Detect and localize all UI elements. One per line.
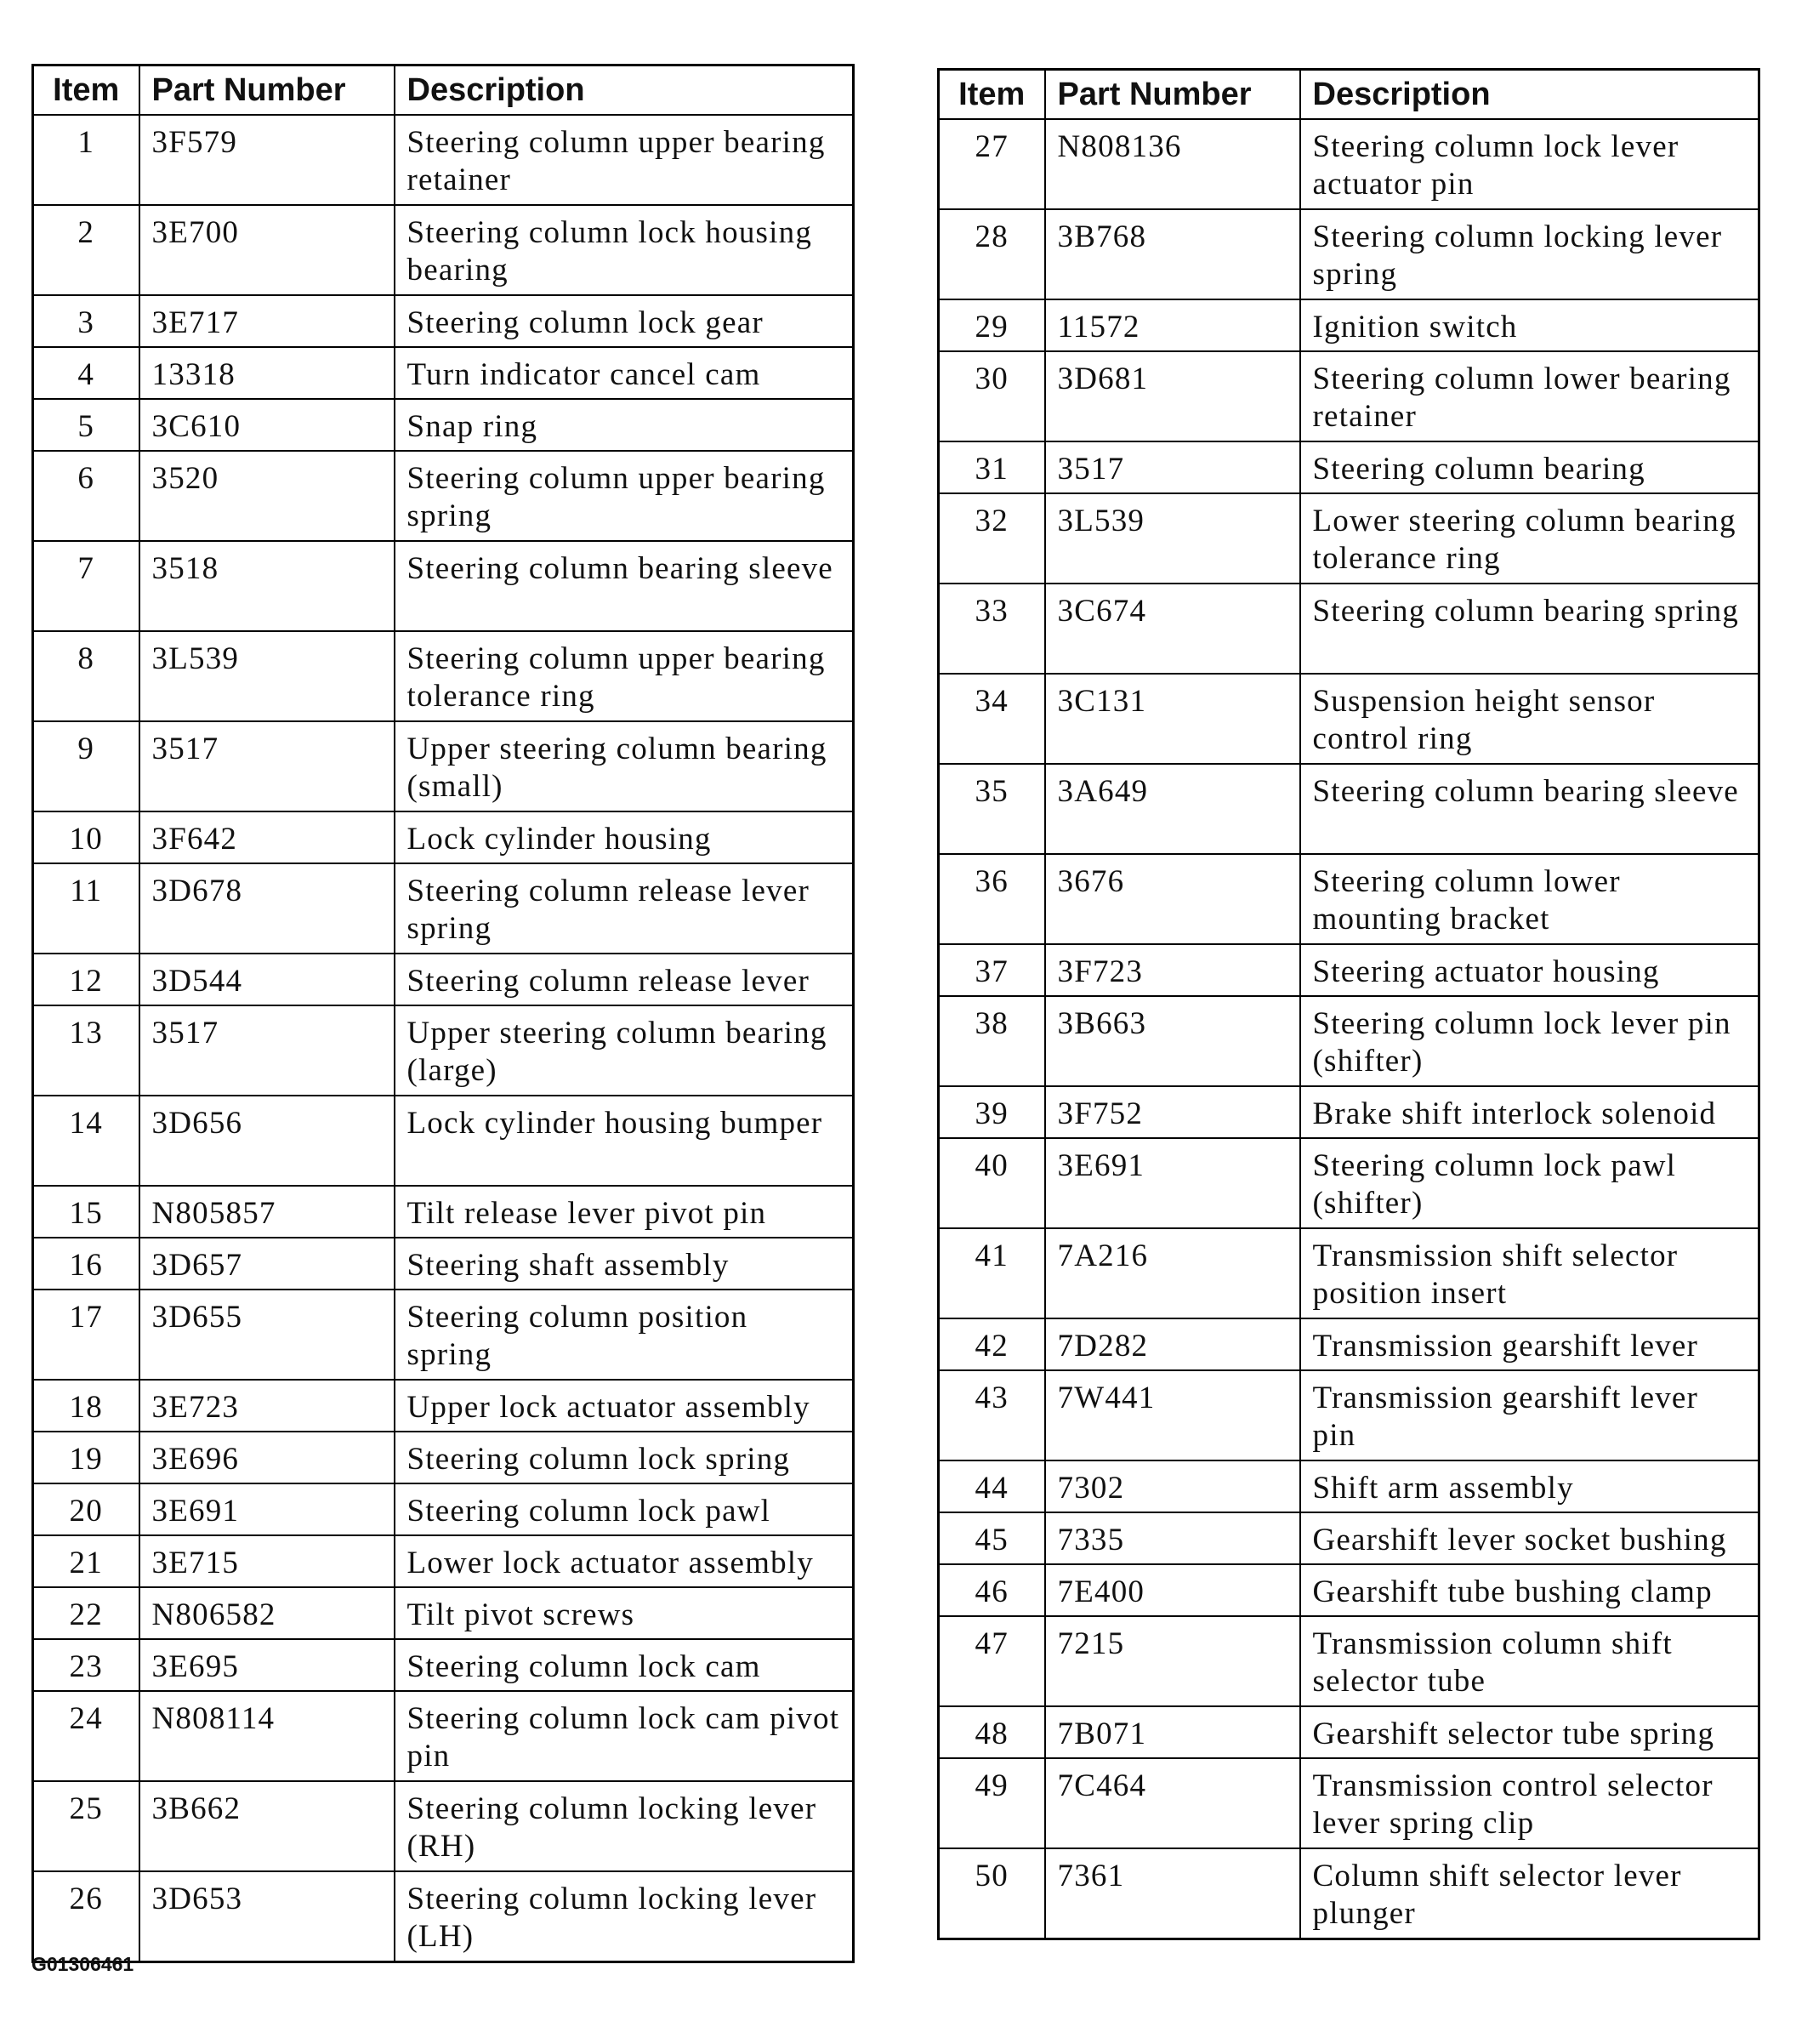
- part-number: 3E695: [139, 1639, 395, 1691]
- part-number: 3C131: [1045, 674, 1300, 764]
- item-number: 49: [939, 1758, 1045, 1848]
- part-number: 3E696: [139, 1432, 395, 1483]
- item-number: 15: [33, 1186, 139, 1238]
- table-row: [939, 493, 1759, 584]
- header-row: [33, 65, 854, 116]
- part-description: Transmission gearshift lever: [1300, 1318, 1759, 1370]
- part-description: Transmission gearshift lever pin: [1300, 1370, 1759, 1460]
- part-description: Upper steering column bearing (small): [395, 721, 854, 811]
- item-number: 26: [33, 1871, 139, 1962]
- table-row: [33, 347, 854, 399]
- table-row: [939, 1512, 1759, 1564]
- part-number: 7D282: [1045, 1318, 1300, 1370]
- table-row: [939, 854, 1759, 944]
- item-number: 30: [939, 351, 1045, 441]
- part-number: 3D653: [139, 1871, 395, 1962]
- table-row: [33, 451, 854, 541]
- item-number: 14: [33, 1096, 139, 1186]
- item-number: 34: [939, 674, 1045, 764]
- table-row: [33, 399, 854, 451]
- table-row: [939, 1758, 1759, 1848]
- item-number: 13: [33, 1005, 139, 1096]
- table-row: [939, 1370, 1759, 1460]
- figure-code: G01306461: [31, 1953, 134, 1975]
- table-row: [33, 954, 854, 1005]
- part-number: 3517: [1045, 441, 1300, 493]
- item-number: 46: [939, 1564, 1045, 1616]
- part-number: 7361: [1045, 1848, 1300, 1939]
- table-row: [939, 119, 1759, 209]
- item-number: 9: [33, 721, 139, 811]
- item-number: 11: [33, 863, 139, 954]
- part-description: Steering column lock cam pivot pin: [395, 1691, 854, 1781]
- item-number: 29: [939, 299, 1045, 351]
- table-row: [939, 584, 1759, 674]
- table-row: [939, 1138, 1759, 1228]
- part-description: Tilt release lever pivot pin: [395, 1186, 854, 1238]
- part-number: N806582: [139, 1587, 395, 1639]
- part-number: 3518: [139, 541, 395, 631]
- header-row: [939, 70, 1759, 120]
- table-row: [33, 721, 854, 811]
- table-row: [33, 1691, 854, 1781]
- table-row: [33, 1781, 854, 1871]
- table-row: [33, 1432, 854, 1483]
- item-number: 27: [939, 119, 1045, 209]
- part-number: 3B663: [1045, 996, 1300, 1086]
- part-description: Lock cylinder housing: [395, 811, 854, 863]
- item-number: 28: [939, 209, 1045, 299]
- part-number: 3F723: [1045, 944, 1300, 996]
- part-number: 3C674: [1045, 584, 1300, 674]
- item-number: 20: [33, 1483, 139, 1535]
- part-number: 3E717: [139, 295, 395, 347]
- table-row: [33, 1096, 854, 1186]
- part-description: Ignition switch: [1300, 299, 1759, 351]
- table-row: [33, 1005, 854, 1096]
- part-description: Steering shaft assembly: [395, 1238, 854, 1290]
- part-number: 3517: [139, 1005, 395, 1096]
- item-number: 1: [33, 115, 139, 205]
- part-number: 3E700: [139, 205, 395, 295]
- part-description: Steering column lower bearing retainer: [1300, 351, 1759, 441]
- part-description: Steering column lock gear: [395, 295, 854, 347]
- item-number: 22: [33, 1587, 139, 1639]
- part-number: 3E723: [139, 1380, 395, 1432]
- part-number: 3B768: [1045, 209, 1300, 299]
- item-number: 33: [939, 584, 1045, 674]
- part-description: Steering column lock lever pin (shifter): [1300, 996, 1759, 1086]
- item-number: 7: [33, 541, 139, 631]
- part-number: 3B662: [139, 1781, 395, 1871]
- part-description: Steering column bearing spring: [1300, 584, 1759, 674]
- item-number: 43: [939, 1370, 1045, 1460]
- part-number: 3C610: [139, 399, 395, 451]
- part-number: 3D656: [139, 1096, 395, 1186]
- item-number: 10: [33, 811, 139, 863]
- item-number: 50: [939, 1848, 1045, 1939]
- table-row: [939, 1616, 1759, 1706]
- item-number: 3: [33, 295, 139, 347]
- header-item: Item: [33, 65, 139, 116]
- item-number: 36: [939, 854, 1045, 944]
- table-row: [33, 863, 854, 954]
- item-number: 19: [33, 1432, 139, 1483]
- item-number: 18: [33, 1380, 139, 1432]
- table-row: [33, 1290, 854, 1380]
- part-number: 3F752: [1045, 1086, 1300, 1138]
- item-number: 31: [939, 441, 1045, 493]
- item-number: 17: [33, 1290, 139, 1380]
- item-number: 38: [939, 996, 1045, 1086]
- part-number: 13318: [139, 347, 395, 399]
- item-number: 4: [33, 347, 139, 399]
- part-description: Snap ring: [395, 399, 854, 451]
- item-number: 41: [939, 1228, 1045, 1318]
- part-number: 7E400: [1045, 1564, 1300, 1616]
- table-row: [33, 295, 854, 347]
- item-number: 32: [939, 493, 1045, 584]
- item-number: 2: [33, 205, 139, 295]
- part-number: 3D657: [139, 1238, 395, 1290]
- item-number: 44: [939, 1460, 1045, 1512]
- item-number: 37: [939, 944, 1045, 996]
- item-number: 47: [939, 1616, 1045, 1706]
- part-number: 3517: [139, 721, 395, 811]
- table-row: [939, 1318, 1759, 1370]
- part-number: 7335: [1045, 1512, 1300, 1564]
- table-row: [33, 1186, 854, 1238]
- part-number: 7C464: [1045, 1758, 1300, 1848]
- table-row: [33, 631, 854, 721]
- table-row: [939, 209, 1759, 299]
- table-row: [33, 1238, 854, 1290]
- part-number: 11572: [1045, 299, 1300, 351]
- table-row: [939, 1228, 1759, 1318]
- item-number: 25: [33, 1781, 139, 1871]
- item-number: 8: [33, 631, 139, 721]
- part-number: 7B071: [1045, 1706, 1300, 1758]
- parts-table-left: [31, 64, 855, 1963]
- part-description: Steering column lock cam: [395, 1639, 854, 1691]
- part-description: Steering column bearing sleeve: [395, 541, 854, 631]
- part-description: Lock cylinder housing bumper: [395, 1096, 854, 1186]
- table-row: [33, 1639, 854, 1691]
- table-row: [939, 1460, 1759, 1512]
- part-description: Transmission column shift selector tube: [1300, 1616, 1759, 1706]
- part-description: Steering actuator housing: [1300, 944, 1759, 996]
- table-row: [33, 1587, 854, 1639]
- parts-table-right: [937, 68, 1760, 1940]
- part-number: 3L539: [1045, 493, 1300, 584]
- part-description: Steering column lock spring: [395, 1432, 854, 1483]
- part-description: Lower steering column bearing tolerance ring: [1300, 493, 1759, 584]
- part-description: Steering column locking lever (LH): [395, 1871, 854, 1962]
- part-description: Upper lock actuator assembly: [395, 1380, 854, 1432]
- table-row: [33, 541, 854, 631]
- item-number: 21: [33, 1535, 139, 1587]
- part-description: Turn indicator cancel cam: [395, 347, 854, 399]
- parts-table-left-body: [33, 115, 854, 1962]
- table-row: [33, 1535, 854, 1587]
- header-description: Description: [1300, 70, 1759, 120]
- part-description: Steering column upper bearing spring: [395, 451, 854, 541]
- part-number: 7215: [1045, 1616, 1300, 1706]
- table-row: [939, 1086, 1759, 1138]
- part-number: 7W441: [1045, 1370, 1300, 1460]
- item-number: 39: [939, 1086, 1045, 1138]
- part-number: 3L539: [139, 631, 395, 721]
- part-number: 3F642: [139, 811, 395, 863]
- item-number: 48: [939, 1706, 1045, 1758]
- part-description: Steering column lock pawl (shifter): [1300, 1138, 1759, 1228]
- part-description: Steering column release lever spring: [395, 863, 854, 954]
- part-description: Brake shift interlock solenoid: [1300, 1086, 1759, 1138]
- part-number: N808114: [139, 1691, 395, 1781]
- part-description: Tilt pivot screws: [395, 1587, 854, 1639]
- table-row: [939, 1564, 1759, 1616]
- item-number: 35: [939, 764, 1045, 854]
- part-number: 3D678: [139, 863, 395, 954]
- part-description: Gearshift lever socket bushing: [1300, 1512, 1759, 1564]
- table-row: [939, 674, 1759, 764]
- item-number: 24: [33, 1691, 139, 1781]
- table-row: [33, 115, 854, 205]
- table-row: [939, 351, 1759, 441]
- part-description: Steering column lock housing bearing: [395, 205, 854, 295]
- part-description: Suspension height sensor control ring: [1300, 674, 1759, 764]
- part-number: 3A649: [1045, 764, 1300, 854]
- header-item: Item: [939, 70, 1045, 120]
- header-description: Description: [395, 65, 854, 116]
- part-description: Steering column lock lever actuator pin: [1300, 119, 1759, 209]
- part-description: Column shift selector lever plunger: [1300, 1848, 1759, 1939]
- item-number: 6: [33, 451, 139, 541]
- item-number: 12: [33, 954, 139, 1005]
- parts-table-right-body: [939, 119, 1759, 1939]
- part-number: 3D655: [139, 1290, 395, 1380]
- part-description: Transmission control selector lever spring clip: [1300, 1758, 1759, 1848]
- item-number: 42: [939, 1318, 1045, 1370]
- table-row: [939, 1848, 1759, 1939]
- item-number: 5: [33, 399, 139, 451]
- table-row: [939, 299, 1759, 351]
- table-row: [939, 944, 1759, 996]
- part-description: Steering column release lever: [395, 954, 854, 1005]
- table-row: [33, 205, 854, 295]
- part-description: Gearshift selector tube spring: [1300, 1706, 1759, 1758]
- part-description: Steering column lock pawl: [395, 1483, 854, 1535]
- part-description: Steering column locking lever spring: [1300, 209, 1759, 299]
- table-row: [33, 1483, 854, 1535]
- part-number: 3D681: [1045, 351, 1300, 441]
- part-number: 3676: [1045, 854, 1300, 944]
- part-description: Steering column upper bearing retainer: [395, 115, 854, 205]
- part-number: N805857: [139, 1186, 395, 1238]
- part-description: Steering column locking lever (RH): [395, 1781, 854, 1871]
- part-number: 3520: [139, 451, 395, 541]
- table-row: [33, 811, 854, 863]
- part-number: 3E691: [1045, 1138, 1300, 1228]
- part-number: N808136: [1045, 119, 1300, 209]
- part-number: 7A216: [1045, 1228, 1300, 1318]
- item-number: 16: [33, 1238, 139, 1290]
- part-number: 3D544: [139, 954, 395, 1005]
- table-row: [33, 1380, 854, 1432]
- item-number: 45: [939, 1512, 1045, 1564]
- part-number: 3E715: [139, 1535, 395, 1587]
- part-description: Upper steering column bearing (large): [395, 1005, 854, 1096]
- header-part-number: Part Number: [139, 65, 395, 116]
- part-description: Gearshift tube bushing clamp: [1300, 1564, 1759, 1616]
- part-description: Shift arm assembly: [1300, 1460, 1759, 1512]
- part-description: Lower lock actuator assembly: [395, 1535, 854, 1587]
- part-number: 7302: [1045, 1460, 1300, 1512]
- table-row: [939, 441, 1759, 493]
- part-description: Steering column lower mounting bracket: [1300, 854, 1759, 944]
- part-number: 3F579: [139, 115, 395, 205]
- item-number: 23: [33, 1639, 139, 1691]
- header-part-number: Part Number: [1045, 70, 1300, 120]
- table-row: [939, 764, 1759, 854]
- table-row: [33, 1871, 854, 1962]
- part-description: Steering column bearing: [1300, 441, 1759, 493]
- part-number: 3E691: [139, 1483, 395, 1535]
- part-description: Steering column upper bearing tolerance ring: [395, 631, 854, 721]
- part-description: Steering column bearing sleeve: [1300, 764, 1759, 854]
- table-row: [939, 996, 1759, 1086]
- item-number: 40: [939, 1138, 1045, 1228]
- table-row: [939, 1706, 1759, 1758]
- part-description: Transmission shift selector position insert: [1300, 1228, 1759, 1318]
- part-description: Steering column position spring: [395, 1290, 854, 1380]
